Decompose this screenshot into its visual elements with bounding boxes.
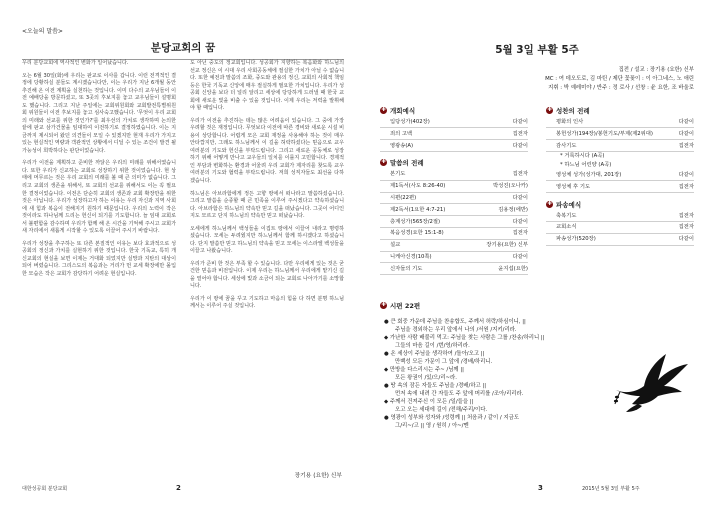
service-info-line: 지휘 : 박 예레미야 / 반주 : 정 로사 / 선창 : 윤 요한, 조 바울로 (548, 85, 694, 91)
section-heading: ✚ 성찬의 전례 (547, 107, 590, 115)
service-sub-item: * 하느님 어린양 (A곡) (560, 162, 612, 169)
service-item: 봉헌성가(194장)/봉헌기도/부제(제2위대) 다같이 (546, 130, 694, 140)
order-of-service (380, 106, 694, 277)
dove-illustration (612, 350, 692, 414)
psalm-heading: ✚ 시편 22편 (381, 302, 421, 310)
service-item: 니케아신경(10쪽) 다같이 (380, 253, 528, 263)
paragraph: 우리가 이 땅에 꿈을 꾸고 기도하고 마음의 힘을 다 하면 분명 하느님께서는 이루어 주실 것입니다. (190, 295, 344, 310)
service-item: 입당성가(402장) 다같이 (380, 118, 528, 128)
paragraph: 우리가 준비 한 것은 부족 할 수 있습니다. 다만 우리에게 있는 것은 굳건한 믿음과 비전입니다. 이제 우리는 하느님께서 우리에게 맡기신 길을 열어야 합니다. 세상에 빛과 소금이 되는 교회로 나아가기를 소망합니다. (190, 260, 344, 290)
psalm-line: ◆ 가난한 사람 배불리 먹고: 주님을 찾는 사람은 그를 /찬송/하리니 || (384, 335, 545, 341)
service-sub-item: * 거룩하시다 (A곡) (560, 153, 605, 160)
section-heading: ✚ 파송예식 (547, 200, 582, 209)
psalm-line: ● 땅 속의 잠든 자들도 주님을 /경배/하고 || (384, 383, 487, 389)
service-item: 축복기도 집전자 (546, 212, 694, 222)
service-item: 교회소식 집전자 (546, 223, 694, 233)
top-label: <오늘의 말씀> (22, 28, 63, 35)
sermon-column-1 (22, 60, 176, 460)
service-column-left (380, 106, 528, 277)
service-item: 영성체 후 기도 집전자 (546, 183, 694, 193)
page-number-left: 2 (176, 484, 181, 492)
olive-branch-icon (614, 392, 620, 404)
psalm-line: 그/리~/고 || 영 / 원히 / 아~/멘 (395, 423, 469, 429)
paragraph: 하느님은 아브라함에게 정든 고향 땅에서 떠나라고 말씀하셨습니다. 그리고 말씀을 순종할 때 큰 민족을 이루어 주시겠다고 약속하셨습니다. 아브라함은 하느님의 약속만 믿고 길을 떠났습니다. 그곳이 어디인지도 모르고 단지 하느님의 약속만 믿고 떠났습니다. (190, 190, 344, 220)
service-info-line: 집전 / 설교 : 장기용 (요한) 신부 (618, 67, 694, 73)
service-item: 본기도 집전자 (380, 170, 528, 180)
service-item: 파송성가(520장) 다같이 (546, 235, 694, 245)
service-item: 층계성가(565장/2절) 다같이 (380, 218, 528, 228)
cross-icon: ✚ (381, 107, 386, 113)
service-item: 죄의 고백 집전자 (380, 130, 528, 140)
cross-icon: ✚ (547, 200, 552, 207)
service-item: 감사기도 집전자 (546, 142, 694, 152)
dove-icon (616, 354, 688, 412)
psalm-line: 그들의 마음 길이 /번/영/하리라. (395, 343, 470, 349)
section-heading: ✚ 개회예식 (381, 107, 416, 115)
paragraph: 우리가 이전을 계획하고 준비한 까닭은 우리의 미래를 위해서였습니다. 또한 우리가 신교하는 교회로 성장하기 위한 것이었습니다. 현 상태에 머무르는 것은 우리 교회의 미래를 볼 때 큰 의미가 없습니다. 그리고 교회의 생존을 위해서, 또 교회의 선교를 위해서도 이는 꼭 필요한 결정이었습니다. 이전은 단순히 교회의 생존과 교회 확장만을 위한 것은 아닙니다. 우리가 성장하고자 하는 이유는 우리 자신과 지역 사회에 새 힘과 복음이 전해지기 원하기 때문입니다. 우리의 노력이 작은 것이라도 하나님께 드리는 헌신이 되기를 기도합니다. 늘 임대 교회로서 불편함을 감수하며 우리가 함께 해 온 시간을 기억해 주시고 교회가 새 자리에서 새롭게 시작할 수 있도록 이끌어 주시기 바랍니다. (22, 160, 176, 235)
psalm-text (384, 318, 614, 430)
cross-icon: ✚ (547, 107, 552, 113)
service-item: 설교 장기용(요한) 신부 (380, 241, 528, 251)
service-item: 복음성경(요한 15:1-8) 집전자 (380, 229, 528, 239)
psalm-line: 만백성 모든 가문이 그 앞에 /경배/하리니. (395, 359, 493, 365)
paragraph: 우리 분당교회에 역사적인 변화가 일어났습니다. (22, 60, 129, 66)
paragraph: 우리가 성장을 추구하는 또 다른 본질적인 이유는 보다 효과적으로 성공회의 정신과 가치를 실현하기 위한 것입니다. 한국 기독교, 특히 개신교회의 현실을 보면 이제는 거대화 되었지만 실망과 지탄의 대상이 되어 버렸습니다. 그리스도의 복음과는 거리가 먼 교세 확장에만 몰입한 모습은 작은 교회가 감당하기 어려운 현실입니다. (22, 240, 176, 277)
cross-icon: ✚ (381, 302, 386, 308)
service-title: 5월 3일 부활 5주 (495, 44, 579, 56)
service-item: 제2독서(1요한 4:7-21) 김용정(에반) (380, 206, 528, 216)
paragraph: 우리가 이전을 추진하는 데는 많은 어려움이 있습니다. 그 중에 가장 우려할 것은 재정입니다. 무엇보다 이전에 따른 경비와 새로운 시설 비용이 상당합니다. 어렵게 모은 교회 재정을 사용해야 하는 것이 매우 안타깝지만, 그래도 하느님께서 이 길을 허락하셨다는 믿음으로 교우 여러분의 기도와 헌신을 부탁드립니다. 그리고 새로운 공동체로 성장하기 위해 어떻게 만나고 교우들의 일치를 이룰지 고민합니다. 경제적인 부담과 변화하는 환경과 어울려 우리 교회가 제자리를 찾도록 교우 여러분의 기도와 협력을 부탁드립니다. 저희 성직자들도 최선을 다하겠습니다. (190, 117, 344, 184)
footer-right: 2015년 5월 3일 부활 5주 (582, 486, 640, 492)
service-item: 신자들의 기도 윤지섭(요한) (380, 265, 528, 275)
sermon-body (22, 60, 344, 460)
psalm-line: ● 영광이 성부와 성자와 /성령께 || 처음과 / 같이 / 지금도 (384, 415, 520, 421)
psalm-line: ◆ 만방을 다스리시는 주~ /님께 || (384, 367, 464, 373)
paragraph: 도 아닌 중도의 정교회입니다. 성공회가 지향하는 복음화와 하느님의 선교 정신은 이 시대 우리 사회공동체에 절실한 가치가 아닐 수 없습니다. 또한 예전과 말씀의 조화, 중도와 관용의 정신, 교회의 사회적 책임 등은 한국 기독교 신앙에 매우 절실하게 필요한 가치입니다. 우리가 성공회 신앙을 보다 더 널리 알리고 세상에 당당하게 드러낼 때 한국 교회에 새로운 빛을 비출 수 있을 것입니다. 이제 우리는 저력을 발휘해야 할 때입니다. (190, 60, 344, 112)
service-item: 평화의 인사 다같이 (546, 118, 694, 128)
section-heading: ✚ 말씀의 전례 (381, 159, 424, 168)
psalm-line: 모든 왕권이 /있/으/리~라. (395, 375, 457, 381)
service-item: 영광송(A) 다같이 (380, 142, 528, 152)
service-item: 제1독서(사도 8:26-40) 박성진(오나카) (380, 182, 528, 192)
page-number-right: 3 (538, 484, 543, 492)
psalm-line: ◆ 주께서 건져주신 이 모든 /일/들을 || (384, 399, 474, 405)
paragraph: 오세에게 하느님께서 백성들을 이집트 땅에서 이끌어 내라고 명령하셨습니다. 모세는 두려웠지만 하느님께서 함께 하시겠다고 하셨습니다. 단지 말씀만 믿고 하느님의 약속을 믿고 모세는 이스라엘 백성들을 이끌고 나왔습니다. (190, 225, 344, 255)
signature: 장기용 (요한) 신부 (294, 473, 342, 479)
sermon-title: 분당교회의 꿈 (22, 40, 344, 60)
psalm-line: 오고 오는 세대에 길이 /전해/주리/이다. (395, 407, 488, 413)
service-column-right (546, 106, 694, 277)
cross-icon: ✚ (381, 159, 386, 166)
psalm-line: ● 큰 회중 가운데 주님을 찬송합도, 주께서 허락/하심이니, || (384, 319, 526, 325)
footer-left: 대한성공회 분당교회 (22, 486, 68, 492)
service-item: 시편(22편) 다같이 (380, 194, 528, 204)
psalm-line: 주님을 경외하는 우리 앞에서 나의 /서원 /지키/리라. (395, 327, 517, 333)
service-item: 영성체 성가(성가대, 201장) 다같이 (546, 171, 694, 181)
psalm-line: ● 온 세상이 주님을 생각하여 /돌아/오고 || (384, 351, 485, 357)
paragraph: 오는 6월 30일(화)에 우리는 판교로 이사를 갑니다. 이런 전격적인 결정에 당황하실 분들도 계시겠습니다만, 이는 우리가 지난 6개월 동안 추진해 온 이전 계획을 실천하는 것입니다. 이미 다수의 교우님들이 이전 예배당을 방문하셨고, 또 3곳의 후보지를 놓고 교우님들이 설명회도 했습니다. 그리고 지난 주일에는 교회위원회와 교회발전특별위원회 위원들이 이전 후보지를 놓고 심사숙고했습니다. '무엇이 우리 교회의 미래와 선교를 위한 것인가?'를 최우선의 가치로 생각하며 논의한 끝에 판교 삼가건물을 임대하여 이전하기로 결정하였습니다. 이는 지금까지 제시되어 왔던 의견들이 모일 수 있겠지만 현재 우리가 가지고 있는 현실적인 역량과 객관적인 상황에서 디딜 수 있는 조건이 발견 될 가능성이 희박하다는 판단이었습니다. (22, 72, 176, 154)
psalm-line: 먼저 속에 내려 간 자들도 주 앞에 머리를 /조아/리리라. (395, 391, 524, 397)
service-info-line: MC : 여 데오도로, 김 마틴 / 제단 꽃꽂이 : 이 아그네스, 노 애린 (545, 76, 694, 82)
sermon-column-2 (190, 60, 344, 460)
